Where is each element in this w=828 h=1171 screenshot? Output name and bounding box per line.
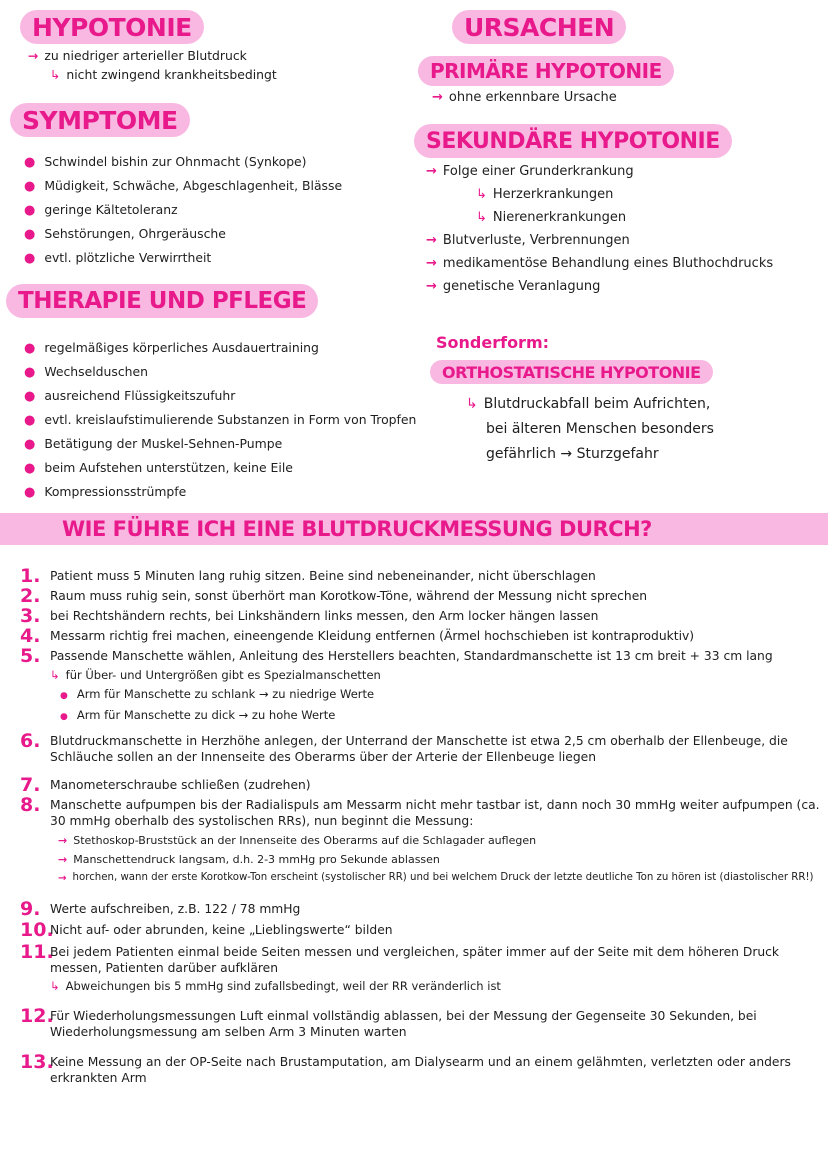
primaer-heading: PRIMÄRE HYPOTONIE: [418, 56, 674, 86]
step-text: Für Wiederholungsmessungen Luft einmal vollständig ablassen, bei der Messung der Gegenseite 30 Sekunden, bei Wiederholungsmessung am selben Arm 3 Minuten warten: [50, 1009, 757, 1039]
bullet-icon: ●: [60, 712, 68, 722]
orthostatisch-line: bei älteren Menschen besonders: [486, 421, 714, 437]
list-item: ● Wechselduschen: [24, 364, 148, 380]
steps-list: [20, 562, 820, 1086]
bullet-icon: ●: [24, 413, 36, 428]
list-item: ● ausreichend Flüssigkeitszufuhr: [24, 388, 236, 404]
list-item: ● Schwindel bishin zur Ohnmacht (Synkope): [24, 154, 307, 170]
symptome-heading: SYMPTOME: [10, 103, 190, 137]
step-number: 3.: [20, 605, 41, 627]
step-number: 4.: [20, 625, 41, 647]
step-number: 13.: [20, 1051, 54, 1073]
arrow-right-icon: →: [426, 233, 437, 248]
arrow-right-icon: →: [58, 873, 67, 884]
arrow-right-icon: →: [432, 90, 443, 105]
bullet-icon: ●: [24, 461, 36, 476]
step-item: [20, 625, 820, 647]
step-text: Messarm richtig frei machen, eineengende Kleidung entfernen (Ärmel hochschieben ist kontraproduktiv): [50, 629, 695, 643]
step-detail: horchen, wann der erste Korotkow-Ton erscheint (systolischer RR) und bei welchem Druck der letzte deutliche Ton zu hören ist (diastolischer RR!): [72, 872, 814, 883]
list-item: ● evtl. kreislaufstimulierende Substanzen in Form von Tropfen: [24, 412, 417, 428]
sub-arrow-icon: ↳: [476, 187, 487, 202]
bullet-icon: ●: [24, 437, 36, 452]
primaer-block: [432, 86, 617, 109]
step-number: 7.: [20, 774, 41, 796]
sonderform-label: Sonderform:: [436, 333, 550, 352]
step-text: Nicht auf- oder abrunden, keine „Lieblingswerte“ bilden: [50, 923, 393, 937]
list-item: → Folge einer Grunderkrankung: [426, 164, 634, 179]
orthostatisch-line: gefährlich → Sturzgefahr: [486, 446, 659, 462]
step-text: Bei jedem Patienten einmal beide Seiten messen und vergleichen, später immer auf der Seite mit dem höheren Druck messen, Patienten darüber aufklären: [50, 945, 780, 975]
bullet-icon: ●: [24, 155, 36, 170]
step-text: Passende Manschette wählen, Anleitung des Herstellers beachten, Standardmanschette ist 13 cm breit + 33 cm lang: [50, 649, 773, 663]
arrow-right-icon: →: [58, 834, 68, 847]
arrow-right-icon: →: [426, 279, 437, 294]
step-item: [20, 1005, 820, 1040]
step-item: [20, 794, 820, 887]
step-detail: Stethoskop-Bruststück an der Innenseite des Oberarms auf die Schlagader auflegen: [73, 834, 537, 847]
arrow-right-icon: →: [426, 164, 437, 179]
step-item: [20, 605, 820, 627]
sub-arrow-icon: ↳: [466, 396, 478, 412]
bullet-icon: ●: [24, 485, 36, 500]
list-item: ● Sehstörungen, Ohrgeräusche: [24, 226, 226, 242]
step-detail: Abweichungen bis 5 mmHg sind zufallsbedingt, weil der RR veränderlich ist: [65, 979, 501, 993]
bullet-icon: ●: [24, 341, 36, 356]
list-item: ↳ Nierenerkrankungen: [476, 210, 627, 225]
step-item: [20, 941, 820, 994]
list-item: ● beim Aufstehen unterstützen, keine Eile: [24, 460, 293, 476]
arrow-right-icon: →: [58, 853, 68, 866]
step-number: 11.: [20, 941, 54, 963]
bullet-icon: ●: [24, 227, 36, 242]
step-text: Raum muss ruhig sein, sonst überhört man Korotkow-Töne, während der Messung nicht sprechen: [50, 589, 648, 603]
step-number: 9.: [20, 898, 41, 920]
sub-arrow-icon: ↳: [50, 979, 60, 993]
symptome-list: [24, 150, 342, 270]
step-text: bei Rechtshändern rechts, bei Linkshändern links messen, den Arm locker hängen lassen: [50, 609, 599, 623]
step-item: [20, 565, 820, 587]
list-item: → medikamentöse Behandlung eines Bluthochdrucks: [426, 256, 774, 271]
step-text: Werte aufschreiben, z.B. 122 / 78 mmHg: [50, 902, 301, 916]
list-item: ● Kompressionsstrümpfe: [24, 484, 187, 500]
list-item: → Blutverluste, Verbrennungen: [426, 233, 630, 248]
step-text: Manometerschraube schließen (zudrehen): [50, 778, 311, 792]
hypotonie-heading: HYPOTONIE: [20, 10, 204, 44]
step-text: Patient muss 5 Minuten lang ruhig sitzen. Beine sind nebeneinander, nicht überschlagen: [50, 569, 596, 583]
step-detail: Arm für Manschette zu dick → zu hohe Werte: [76, 708, 336, 722]
step-detail: Manschettendruck langsam, d.h. 2-3 mmHg pro Sekunde ablassen: [73, 853, 440, 866]
sekundaer-block: [426, 160, 773, 298]
step-item: [20, 1051, 820, 1086]
hypotonie-line: zu niedriger arterieller Blutdruck: [44, 48, 247, 63]
sub-arrow-icon: ↳: [50, 668, 60, 682]
step-text: Keine Messung an der OP-Seite nach Brustamputation, am Dialysearm und an einem gelähmten, verletzten oder anders erkrankten Arm: [50, 1055, 791, 1085]
step-number: 2.: [20, 585, 41, 607]
step-item: [20, 774, 820, 796]
list-item: → genetische Veranlagung: [426, 279, 601, 294]
step-number: 8.: [20, 794, 41, 816]
bullet-icon: ●: [24, 389, 36, 404]
step-item: [20, 585, 820, 607]
step-item: [20, 730, 820, 765]
step-number: 6.: [20, 730, 41, 752]
list-item: ● evtl. plötzliche Verwirrtheit: [24, 250, 212, 266]
messung-banner: [0, 513, 828, 545]
hypotonie-line: nicht zwingend krankheitsbedingt: [66, 67, 277, 82]
sub-arrow-icon: ↳: [476, 210, 487, 225]
step-item: [20, 919, 820, 941]
orthostatisch-block: [466, 392, 714, 467]
step-number: 12.: [20, 1005, 54, 1027]
arrow-right-icon: →: [426, 256, 437, 271]
orthostatisch-line: Blutdruckabfall beim Aufrichten,: [483, 396, 711, 412]
list-item: ● Betätigung der Muskel-Sehnen-Pumpe: [24, 436, 283, 452]
hypotonie-definition: [28, 44, 277, 86]
list-item: ● geringe Kältetoleranz: [24, 202, 178, 218]
list-item: ● Müdigkeit, Schwäche, Abgeschlagenheit, Blässe: [24, 178, 343, 194]
list-item: ↳ Herzerkrankungen: [476, 187, 614, 202]
step-detail: für Über- und Untergrößen gibt es Spezialmanschetten: [65, 668, 381, 682]
bullet-icon: ●: [60, 691, 68, 701]
bullet-icon: ●: [24, 365, 36, 380]
bullet-icon: ●: [24, 179, 36, 194]
ursachen-heading: URSACHEN: [452, 10, 626, 44]
primaer-line: ohne erkennbare Ursache: [448, 90, 617, 105]
step-text: Blutdruckmanschette in Herzhöhe anlegen, der Unterrand der Manschette ist etwa 2,5 cm oberhalb der Ellenbeuge, die Schläuche sollen an der Innenseite des Oberarms über der Arterie der Ellenbeuge liegen: [50, 734, 788, 764]
step-item: [20, 898, 820, 920]
arrow-right-icon: →: [28, 48, 39, 63]
therapie-list: [24, 336, 416, 504]
list-item: ● regelmäßiges körperliches Ausdauertraining: [24, 340, 319, 356]
step-item: [20, 645, 820, 725]
step-detail: Arm für Manschette zu schlank → zu niedrige Werte: [76, 687, 375, 701]
step-number: 1.: [20, 565, 41, 587]
therapie-heading: THERAPIE UND PFLEGE: [6, 284, 318, 318]
orthostatisch-heading: ORTHOSTATISCHE HYPOTONIE: [430, 360, 713, 384]
step-number: 10.: [20, 919, 54, 941]
messung-title: WIE FÜHRE ICH EINE BLUTDRUCKMESSUNG DURCH?: [62, 517, 652, 541]
sub-arrow-icon: ↳: [50, 67, 61, 82]
step-text: Manschette aufpumpen bis der Radialispuls am Messarm nicht mehr tastbar ist, dann noch 30 mmHg weiter aufpumpen (ca. 30 mmHg oberhalb des systolischen RRs), nun beginnt die Messung:: [50, 798, 820, 828]
bullet-icon: ●: [24, 203, 36, 218]
bullet-icon: ●: [24, 251, 36, 266]
sekundaer-heading: SEKUNDÄRE HYPOTONIE: [414, 124, 732, 158]
step-number: 5.: [20, 645, 41, 667]
